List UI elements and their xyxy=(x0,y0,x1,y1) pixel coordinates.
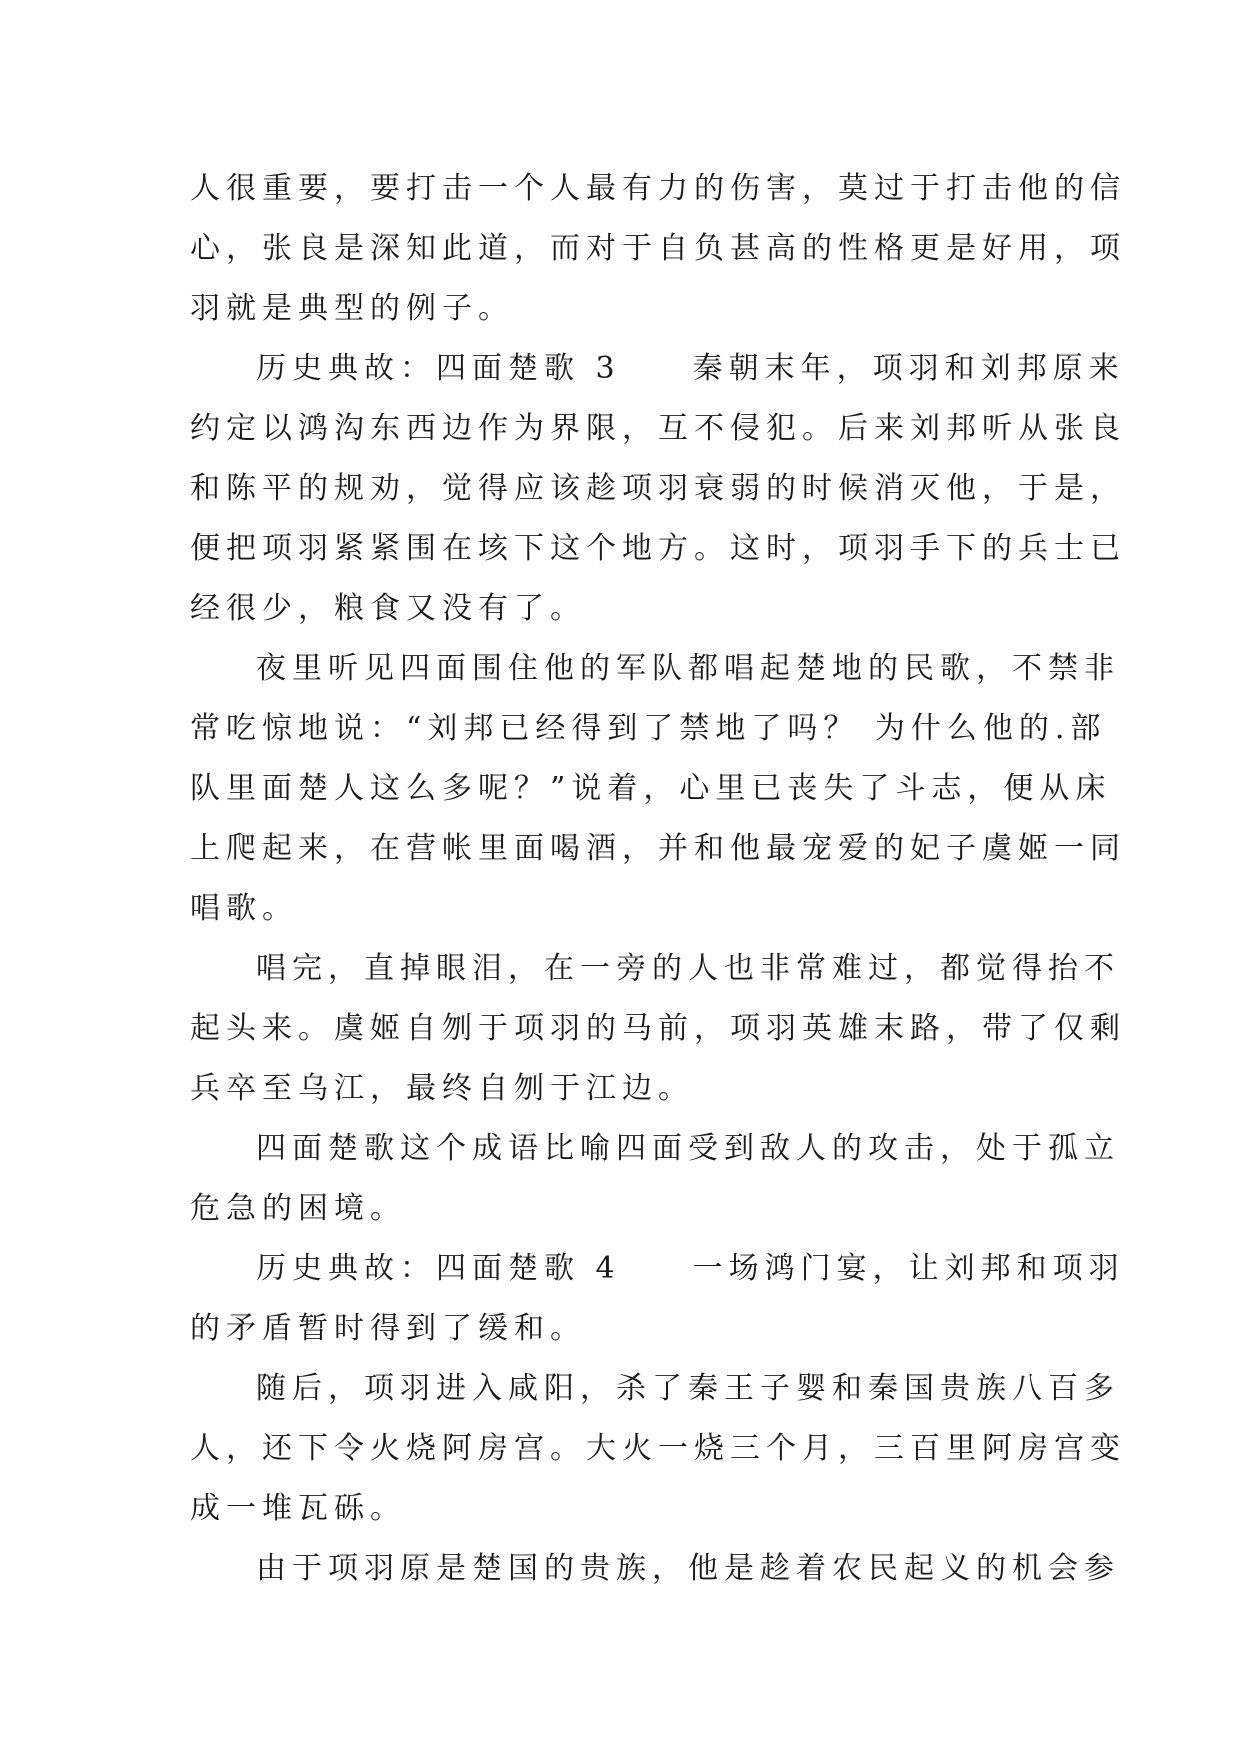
paragraph-6 xyxy=(190,1239,1125,1359)
text-line: 便把项羽紧紧围在垓下这个地方。这时，项羽手下的兵士已 xyxy=(190,531,1126,566)
text-line: 羽就是典型的例子。 xyxy=(190,291,514,326)
text-line: 队里面楚人这么多呢？”说着，心里已丧失了斗志，便从床 xyxy=(190,771,1112,806)
paragraph-4 xyxy=(190,939,1126,1119)
text-line: 唱歌。 xyxy=(190,891,298,926)
text-line: 历史典故：四面楚歌 4 一场鸿门宴，让刘邦和项羽 xyxy=(256,1251,1125,1286)
text-line: 由于项羽原是楚国的贵族，他是趁着农民起义的机会参 xyxy=(256,1551,1120,1586)
text-line: 约定以鸿沟东西边作为界限，互不侵犯。后来刘邦听从张良 xyxy=(190,411,1126,446)
paragraph-3 xyxy=(190,639,1126,939)
text-line: 人，还下令火烧阿房宫。大火一烧三个月，三百里阿房宫变 xyxy=(190,1431,1126,1466)
text-line: 和陈平的规劝，觉得应该趁项羽衰弱的时候消灭他，于是， xyxy=(190,471,1126,506)
paragraph-8 xyxy=(190,1539,1120,1599)
text-line: 历史典故：四面楚歌 3 秦朝末年，项羽和刘邦原来 xyxy=(256,351,1125,386)
text-line: 上爬起来，在营帐里面喝酒，并和他最宠爱的妃子虞姬一同 xyxy=(190,831,1126,866)
text-line: 危急的困境。 xyxy=(190,1191,406,1226)
text-line: 夜里听见四面围住他的军队都唱起楚地的民歌，不禁非 xyxy=(256,651,1120,686)
paragraph-1 xyxy=(190,159,1126,339)
text-line: 四面楚歌这个成语比喻四面受到敌人的攻击，处于孤立 xyxy=(256,1131,1120,1166)
paragraph-2 xyxy=(190,339,1126,639)
paragraph-5 xyxy=(190,1119,1120,1239)
document-body xyxy=(190,159,1126,1599)
text-line: 起头来。虞姬自刎于项羽的马前，项羽英雄末路，带了仅剩 xyxy=(190,1011,1126,1046)
text-line: 人很重要，要打击一个人最有力的伤害，莫过于打击他的信 xyxy=(190,171,1126,206)
text-line: 兵卒至乌江，最终自刎于江边。 xyxy=(190,1071,694,1106)
text-line: 常吃惊地说：“刘邦已经得到了禁地了吗？ 为什么他的.部 xyxy=(190,711,1107,746)
text-line: 心，张良是深知此道，而对于自负甚高的性格更是好用，项 xyxy=(190,231,1126,266)
text-line: 唱完，直掉眼泪，在一旁的人也非常难过，都觉得抬不 xyxy=(256,951,1120,986)
text-line: 经很少，粮食又没有了。 xyxy=(190,591,586,626)
text-line: 成一堆瓦砾。 xyxy=(190,1491,406,1526)
text-line: 随后，项羽进入咸阳，杀了秦王子婴和秦国贵族八百多 xyxy=(256,1371,1120,1406)
text-line: 的矛盾暂时得到了缓和。 xyxy=(190,1311,586,1346)
paragraph-7 xyxy=(190,1359,1126,1539)
